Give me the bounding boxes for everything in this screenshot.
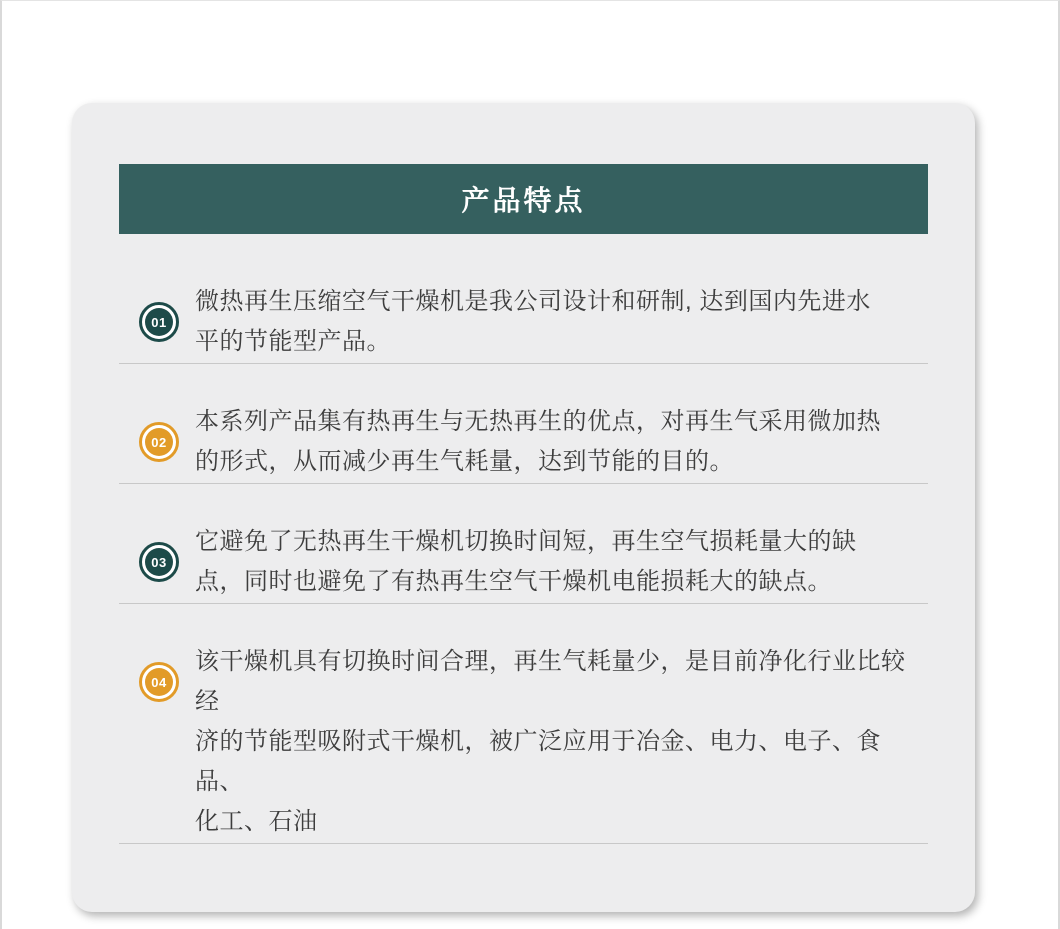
- feature-text-line: 微热再生压缩空气干燥机是我公司设计和研制, 达到国内先进水: [195, 288, 871, 315]
- feature-text: [195, 402, 928, 482]
- number-badge: [139, 662, 179, 702]
- product-features-card: [72, 103, 975, 912]
- feature-item: [119, 522, 928, 602]
- badge-column: [119, 282, 195, 362]
- badge-column: [119, 522, 195, 602]
- section-title: 产品特点: [461, 185, 586, 216]
- separator: [119, 483, 928, 484]
- feature-text-line: 点，同时也避免了有热再生空气干燥机电能损耗大的缺点。: [195, 568, 832, 595]
- feature-text: [195, 522, 928, 602]
- feature-text: [195, 282, 928, 362]
- feature-text-line: 它避免了无热再生干燥机切换时间短，再生空气损耗量大的缺: [195, 528, 857, 555]
- feature-text-line: 化工、石油: [195, 808, 318, 835]
- feature-text-line: 该干燥机具有切换时间合理，再生气耗量少，是目前净化行业比较经: [195, 648, 906, 715]
- feature-text-line: 济的节能型吸附式干燥机，被广泛应用于冶金、电力、电子、食品、: [195, 728, 881, 795]
- badge-column: [119, 642, 195, 722]
- feature-item: [119, 282, 928, 362]
- feature-text-line: 的形式，从而减少再生气耗量，达到节能的目的。: [195, 448, 734, 475]
- badge-number: 01: [145, 308, 173, 336]
- feature-item: [119, 642, 928, 842]
- number-badge: [139, 422, 179, 462]
- section-header: [119, 164, 928, 234]
- feature-text: [195, 642, 928, 842]
- number-badge: [139, 302, 179, 342]
- badge-number: 03: [145, 548, 173, 576]
- separator: [119, 363, 928, 364]
- number-badge: [139, 542, 179, 582]
- feature-text-line: 平的节能型产品。: [195, 328, 391, 355]
- badge-number: 04: [145, 668, 173, 696]
- separator: [119, 603, 928, 604]
- feature-text-line: 本系列产品集有热再生与无热再生的优点，对再生气采用微加热: [195, 408, 881, 435]
- feature-item: [119, 402, 928, 482]
- separator: [119, 843, 928, 844]
- badge-number: 02: [145, 428, 173, 456]
- badge-column: [119, 402, 195, 482]
- feature-list: [119, 282, 928, 844]
